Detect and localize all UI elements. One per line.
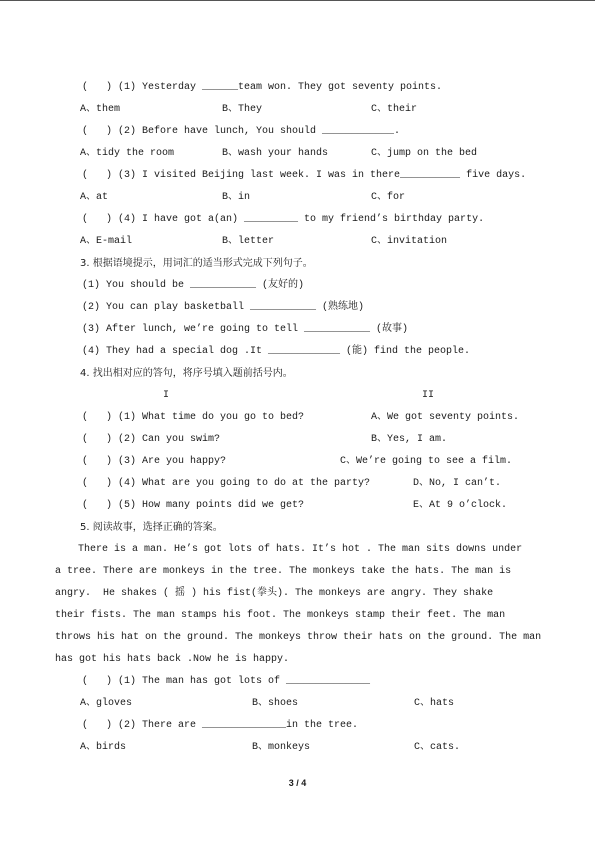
section-heading: 5. 阅读故事，选择正确的答案。 <box>80 522 223 533</box>
fill-item: (3) After lunch, we’re going to tell ___________ (故事) <box>82 324 409 335</box>
passage-line: has got his hats back .Now he is happy. <box>55 654 290 665</box>
match-question: ( ) (3) Are you happy? <box>82 456 227 467</box>
match-answer: E、At 9 o’clock. <box>413 500 508 511</box>
option-b: B、They <box>222 104 263 115</box>
fill-item: (4) They had a special dog .It ____________ (能) find the people. <box>82 346 471 357</box>
option-b: B、shoes <box>252 698 299 709</box>
option-a: A、them <box>80 104 121 115</box>
passage-line: their fists. The man stamps his foot. The monkeys stamp their feet. The man <box>55 610 506 621</box>
question-stem: ( ) (4) I have got a(an) _________ to my friend’s birthday party. <box>82 214 485 225</box>
option-b: B、in <box>222 192 251 203</box>
passage-line: throws his hat on the ground. The monkeys throw their hats on the ground. The man <box>55 632 542 643</box>
option-c: C、invitation <box>371 236 448 247</box>
match-question: ( ) (5) How many points did we get? <box>82 500 305 511</box>
option-a: A、gloves <box>80 698 133 709</box>
question-stem: ( ) (1) Yesterday ______team won. They got seventy points. <box>82 82 443 93</box>
option-c: C、cats. <box>414 742 461 753</box>
question-stem: ( ) (2) Before have lunch, You should ____________. <box>82 126 401 137</box>
question-stem: ( ) (2) There are ______________in the tree. <box>82 720 359 731</box>
option-a: A、E-mail <box>80 236 133 247</box>
option-c: C、hats <box>414 698 455 709</box>
fill-item: (2) You can play basketball ___________ (熟练地) <box>82 302 365 313</box>
page-top-rule <box>0 0 595 1</box>
match-question: ( ) (1) What time do you go to bed? <box>82 412 305 423</box>
question-stem: ( ) (3) I visited Beijing last week. I was in there__________ five days. <box>82 170 527 181</box>
match-answer: B、Yes, I am. <box>371 434 448 445</box>
fill-item: (1) You should be ___________ (友好的) <box>82 280 305 291</box>
section-heading: 3. 根据语境提示，用词汇的适当形式完成下列句子。 <box>80 258 313 269</box>
match-answer: A、We got seventy points. <box>371 412 520 423</box>
option-c: C、jump on the bed <box>371 148 478 159</box>
passage-line: a tree. There are monkeys in the tree. The monkeys take the hats. The man is <box>55 566 512 577</box>
option-a: A、birds <box>80 742 127 753</box>
question-stem: ( ) (1) The man has got lots of ______________ <box>82 676 371 687</box>
option-b: B、wash your hands <box>222 148 329 159</box>
option-a: A、tidy the room <box>80 148 175 159</box>
match-answer: D、No, I can’t. <box>413 478 502 489</box>
match-question: ( ) (2) Can you swim? <box>82 434 221 445</box>
passage-line: There is a man. He’s got lots of hats. It’s hot . The man sits downs under <box>78 544 523 555</box>
option-a: A、at <box>80 192 109 203</box>
match-answer: C、We’re going to see a film. <box>340 456 513 467</box>
option-c: C、their <box>371 104 418 115</box>
option-b: B、monkeys <box>252 742 311 753</box>
section-heading: 4. 找出相对应的答句，将序号填入题前括号内。 <box>80 368 293 379</box>
option-c: C、for <box>371 192 406 203</box>
option-b: B、letter <box>222 236 275 247</box>
match-question: ( ) (4) What are you going to do at the party? <box>82 478 371 489</box>
page-number: 3 / 4 <box>288 778 307 788</box>
passage-line: angry. He shakes ( 摇 ) his fist(拳头). The monkeys are angry. They shake <box>55 588 494 599</box>
column-header-ii: II <box>422 390 435 401</box>
column-header-i: I <box>163 390 170 401</box>
